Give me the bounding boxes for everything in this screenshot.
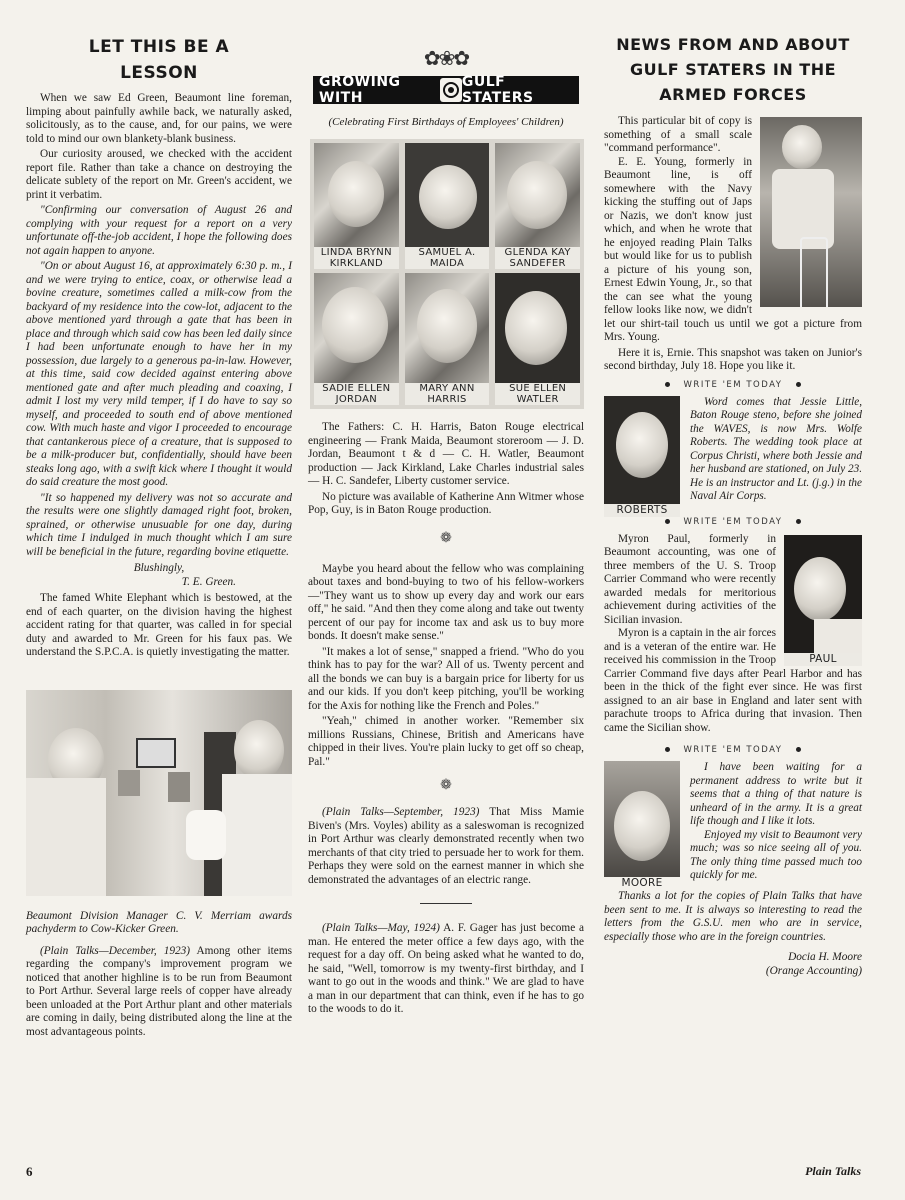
child-name: MARY ANN HARRIS [405,383,490,405]
young-para: This particular bit of copy is something of a small scale "command performance". [604,115,752,154]
paul-label: PAUL [784,653,862,666]
moore-para: Thanks a lot for the copies of Plain Talks that have been sent to me. It is always so interesting to read the letters from the G.S.U. men who are in service, especially those who are in the foreign countries. [604,890,862,943]
letter-para: "It so happened my delivery was not so accurate and the results were one slightly damaged right foot, broken, sprained, or otherwise unusuable for one day, during which time I indulged in much thought which I am sure will be beneficial in the future, regarding bovine etiquette. [26,491,292,558]
paul-para: Myron Paul, formerly in Beaumont accounting, was one of three members of the U. S. Troop Carrier Command who were recently awarded medals for meritorious achievement during activities of the Sicilian invasion. [604,532,776,626]
elephant-para: The famed White Elephant which is bestowed, at the end of each quarter, on the division having the highest accident rating for that quarter, was called in for special duty and awarded to Mr. Green for his faux pas. We understand the S.P.C.A. is quietly investigating the matter. [26,592,292,658]
ornament-icon: ❁ [440,530,452,546]
moore-department: (Orange Accounting) [765,965,862,977]
bullet-icon [796,519,801,524]
child-photo [405,143,490,247]
paul-photo [784,535,862,653]
children-photo-grid [310,139,584,409]
lesson-headline: LET THIS BE A LESSON [88,37,230,83]
child-tile [405,273,490,405]
growing-banner: GROWING WITH GULF STATERS [313,76,579,104]
child-photo [405,273,490,383]
write-em-divider: WRITE 'EM TODAY [604,517,862,527]
write-em-divider: WRITE 'EM TODAY [604,380,862,390]
source-citation: (Plain Talks—September, 1923) [322,806,480,818]
child-name: SAMUEL A. MAIDA [405,247,490,269]
child-tile [405,143,490,269]
plain-talks-1924-may: (Plain Talks—May, 1924) A. F. Gager has just become a man. He entered the meter office a few days ago, with the request for a day off. On being asked what he wanted to do, he said, "Well, tomorrow is my twenty-first birthday, and I want to go out in the woods and think." We are glad to have a man in our department that can think, even if he has to go to the woods to do it. [308,922,584,1015]
flowerpot-emblem-icon [440,78,462,102]
photo-caption: Beaumont Division Manager C. V. Merriam awards pachyderm to Cow-Kicker Green. [26,909,292,935]
armed-forces-headline: NEWS FROM AND ABOUT GULF STATERS IN THE ARMED FORCES [616,35,850,104]
child-name: SADIE ELLEN JORDAN [314,383,399,405]
child-tile [495,143,580,269]
young-para: Here it is, Ernie. This snapshot was taken on Junior's second birthday, July 18. Hope you like it. [604,346,862,372]
lesson-para: When we saw Ed Green, Beaumont line foreman, limping about painfully awhile back, we naturally asked, solicitously, as to the cause, and, for our pains, we were told to mind our own blankety-blank business. [26,92,292,145]
child-photo [314,143,399,247]
bullet-icon [665,382,670,387]
roberts-label: ROBERTS [604,504,680,517]
plain-talks-1923-dec: (Plain Talks—December, 1923) Among other items regarding the company's improvement program we noticed that another highline is to be run from Beaumont to Port Arthur. Several large reels of copper have already been unloaded at the Port Arthur plant and other materials are coming in daily, being distributed along the line at the most advantageous points. [26,944,293,1038]
taxes-para: "Yeah," chimed in another worker. "Remember six millions Russians, Chinese, British and Americans have chipped in their lives. You're plain lucky to get off so cheap, Pal." [308,715,584,768]
paul-photo-block [784,535,862,666]
child-tile [314,273,399,405]
ornament-icon: ❁ [440,778,452,793]
taxes-para: Maybe you heard about the fellow who was complaining about taxes and bond-buying to two of his fellow-workers—"They want us to show up every day and work our ears off," he said. "And then they come along and take out twenty percent of our pay for income tax and ask us to buy more bonds. It doesn't make sense." [308,562,584,642]
moore-para: Enjoyed my visit to Beaumont very much; was so nice seeing all of you. The only thing time passed much too quickly for me. [690,828,862,881]
taxes-para: "It makes a lot of sense," snapped a friend. "Who do you think has to pay for the war? All of us. Twenty percent and all the bonds we can buy is a bargain price for liberty for us and our kids. If you don't keep pitching, you'll be working for the Axis for nothing like the French and Poles." [308,645,584,712]
write-em-divider: WRITE 'EM TODAY [604,745,862,755]
flowers-icon: ✿❀✿ [423,48,469,70]
lesson-para: Our curiosity aroused, we checked with the accident report file. Rather than take a chance on destroying the delicate sublety of the report on Mr. Green's accident, we print it verbatim. [26,148,292,201]
growing-subtitle: (Celebrating First Birthdays of Employees' Children) [328,116,564,128]
child-photo [314,273,399,383]
letter-para: "Confirming our conversation of August 26 and complying with your request for a report on a very unfortunate off-the-job accident, I hope the following does not again happen to anyone. [26,204,292,257]
page-number: 6 [26,1164,33,1179]
column-growing [308,0,584,1017]
elephant-award-photo [26,690,292,896]
bullet-icon [665,747,670,752]
divider-rule [420,903,472,904]
bullet-icon [796,747,801,752]
moore-para: I have been waiting for a permanent address to write but it seems that a thing of that nature is unheard of in the army. It is a great life though and I like it lots. [690,761,862,827]
young-son-photo [760,117,862,307]
source-citation: (Plain Talks—May, 1924) [322,922,440,934]
letter-closing: Blushingly, [133,562,185,574]
child-name: GLENDA KAY SANDEFER [495,247,580,269]
bullet-icon [796,382,801,387]
plain-talks-1923-sep: (Plain Talks—September, 1923) That Miss Mamie Biven's (Mrs. Voyles) ability as a saleswoman is recognized in Port Arthur was clearly demonstrated recently when two merchants of that city tried to persuade her to work for them. Perhaps they were sold on the earnest manner in which she demonstrated the advantages of an electric range. [308,806,584,886]
letter-signature: T. E. Green. [181,576,236,588]
moore-label: MOORE [621,877,663,889]
source-citation: (Plain Talks—December, 1923) [40,944,191,957]
young-para: E. E. Young, formerly in Beaumont line, is off somewhere with the Navy kicking the stuffing out of Japs or Nazis, we don't know just which, and when he wrote that he enjoyed reading Plain Talks but would like for us to publish a picture of his young son, Ernest Edwin Young, Jr., so that the can see what the young fellow looks like now, we didn't let our shirt-tail touch us until we got a picture from Mrs. Young. [604,155,862,343]
roberts-para: Word comes that Jessie Little, Baton Rouge steno, before she joined the WAVES, is now Mrs. Wolfe Roberts. The wedding took place at Corpus Christi, where both Jessie and her husband are stationed, on July 23. He is an instructor and Lt. (j.g.) in the Naval Air Corps. [690,395,862,502]
child-name: SUE ELLEN WATLER [495,383,580,405]
bullet-icon [665,519,670,524]
no-picture-para: No picture was available of Katherine Ann Witmer whose Pop, Guy, is in Baton Rouge production. [308,490,584,516]
child-photo [495,273,580,383]
roberts-photo-block [604,396,680,517]
moore-photo-block [604,761,680,890]
child-photo [495,143,580,247]
magazine-name: Plain Talks [805,1164,861,1178]
column-armed-forces [604,0,862,978]
roberts-photo [604,396,680,504]
letter-para: "On or about August 16, at approximately 6:30 p. m., I and we were trying to entice, coax, or otherwise lead a bovine creature, sometimes called a milk-cow from the backyard of my residence into the cow-lot, adjacent to the above mentioned yard through a gate that has been in place and through which said cow has been led daily since I had been unfortunate enough to have her in my possession, due largely to a generous pa-in-law. However, at this time, said cow decided against entering above mentioned gate and after much pleading and coaxing, I admit I lost my very mild temper, if I do have to say so myself, and proceeded to south end of above mentioned cow. With much haste and vigor I proceeded to encourage that cantankerous piece of a creature, that is supposed to be a milk-producer but, confidentially, should have been steaks long ago, with a swift kick where I thought it would do said creature the most good. [26,260,292,488]
column-lesson [26,0,292,1039]
child-name: LINDA BRYNN KIRKLAND [314,247,399,269]
paul-para: Myron is a captain in the air forces and is a veteran of the entire war. He received his commission in the Troop Carrier Command five days after Pearl Harbor and has been in the thick of the fight ever since. He was first assigned to an air base in England and later sent with parachute troops to Africa during that invasion. Then came the Sicilian show. [604,627,862,734]
child-tile [314,143,399,269]
fathers-para: The Fathers: C. H. Harris, Baton Rouge electrical engineering — Frank Maida, Beaumont storeroom — J. D. Jordan, Beaumont t & d — C. H. Watler, Beaumont production — Jack Kirkland, Lake Charles industrial sales — H. C. Sandefer, Liberty customer service. [308,421,584,487]
child-tile [495,273,580,405]
moore-photo [604,761,680,877]
moore-signature: Docia H. Moore [788,951,862,963]
